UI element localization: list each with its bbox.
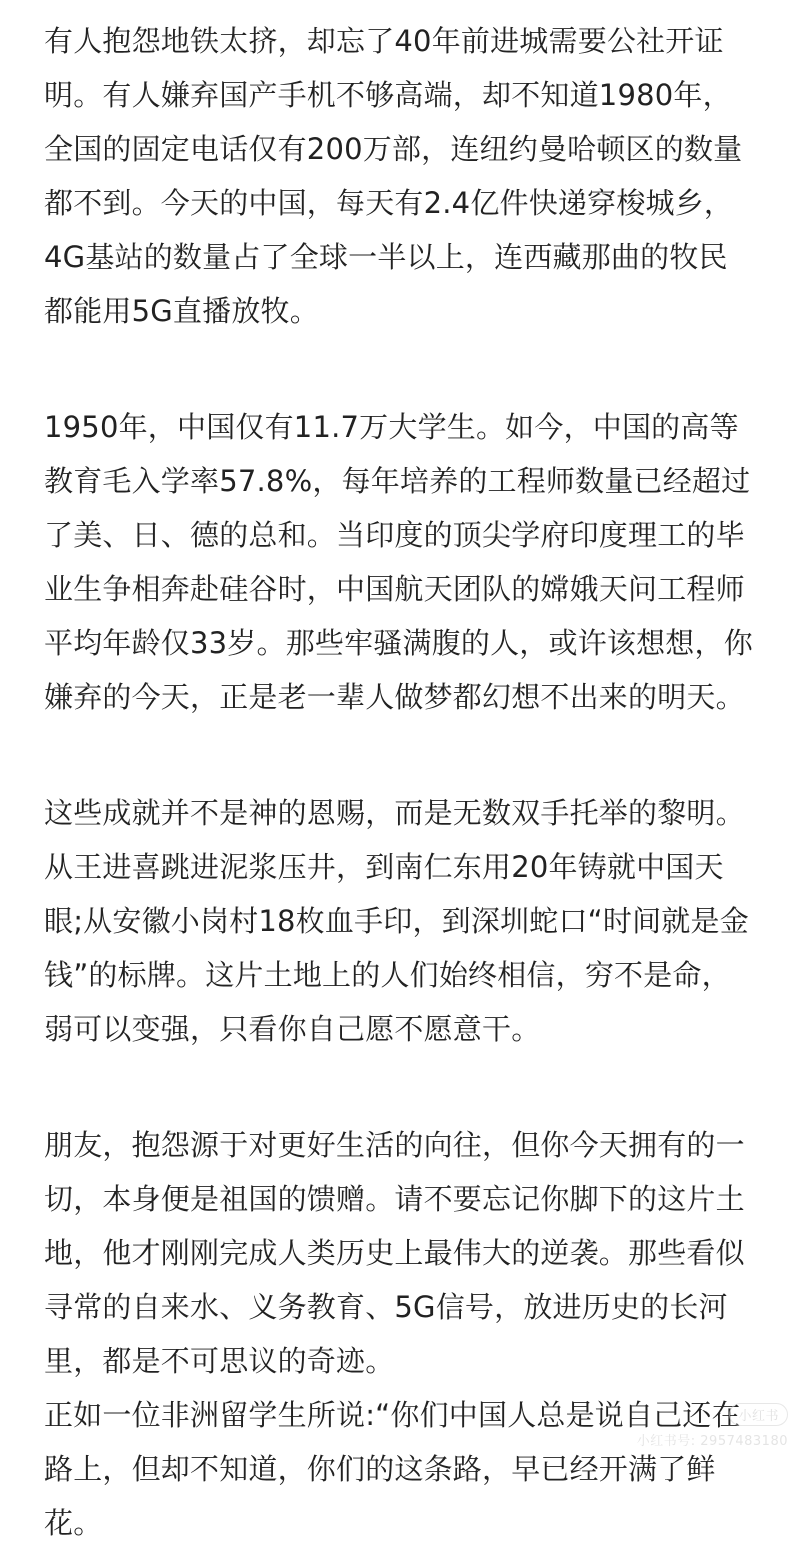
paragraph-line: 有人抱怨地铁太挤，却忘了40年前进城需要公社开证 xyxy=(44,24,724,58)
paragraph-line: 教育毛入学率57.8%，每年培养的工程师数量已经超过 xyxy=(44,464,751,498)
paragraph-line: 从王进喜跳进泥浆压井，到南仁东用20年铸就中国天 xyxy=(44,850,724,884)
paragraph-3 xyxy=(44,786,764,1056)
paragraph-line: 平均年龄仅33岁。那些牢骚满腹的人，或许该想想，你 xyxy=(44,626,753,660)
paragraph-line: 花。 xyxy=(44,1506,103,1540)
watermark-id: 小红书号: 2957483180 xyxy=(636,1434,788,1449)
paragraph-line: 里，都是不可思议的奇迹。 xyxy=(44,1344,395,1378)
paragraph-spacer xyxy=(44,338,764,400)
watermark xyxy=(637,1403,788,1449)
paragraph-line: 眼;从安徽小岗村18枚血手印，到深圳蛇口“时间就是金 xyxy=(44,904,749,938)
paragraph-line: 弱可以变强，只看你自己愿不愿意干。 xyxy=(44,1012,541,1046)
paragraph-line: 业生争相奔赴硅谷时，中国航天团队的嫦娥天问工程师 xyxy=(44,572,745,606)
paragraph-line: 都不到。今天的中国，每天有2.4亿件快递穿梭城乡， xyxy=(44,186,734,220)
paragraph-line: 路上，但却不知道，你们的这条路，早已经开满了鲜 xyxy=(44,1452,716,1486)
paragraph-line: 明。有人嫌弃国产手机不够高端，却不知道1980年， xyxy=(44,78,732,112)
paragraph-line: 全国的固定电话仅有200万部，连纽约曼哈顿区的数量 xyxy=(44,132,743,166)
paragraph-spacer xyxy=(44,724,764,786)
watermark-logo: 小红书 xyxy=(729,1403,788,1426)
paragraph-line: 正如一位非洲留学生所说:“你们中国人总是说自己还在 xyxy=(44,1398,741,1432)
paragraph-line: 了美、日、德的总和。当印度的顶尖学府印度理工的毕 xyxy=(44,518,745,552)
paragraph-line: 朋友，抱怨源于对更好生活的向往，但你今天拥有的一 xyxy=(44,1128,745,1162)
paragraph-2 xyxy=(44,400,764,724)
paragraph-line: 钱”的标牌。这片土地上的人们始终相信，穷不是命， xyxy=(44,958,731,992)
paragraph-line: 都能用5G直播放牧。 xyxy=(44,294,319,328)
paragraph-line: 1950年，中国仅有11.7万大学生。如今，中国的高等 xyxy=(44,410,739,444)
paragraph-line: 这些成就并不是神的恩赐，而是无数双手托举的黎明。 xyxy=(44,796,745,830)
paragraph-spacer xyxy=(44,1056,764,1118)
article-body xyxy=(44,14,764,1550)
paragraph-line: 地，他才刚刚完成人类历史上最伟大的逆袭。那些看似 xyxy=(44,1236,745,1270)
paragraph-line: 切，本身便是祖国的馈赠。请不要忘记你脚下的这片土 xyxy=(44,1182,745,1216)
paragraph-1 xyxy=(44,14,764,338)
paragraph-line: 寻常的自来水、义务教育、5G信号，放进历史的长河 xyxy=(44,1290,728,1324)
paragraph-4 xyxy=(44,1118,764,1550)
paragraph-line: 嫌弃的今天，正是老一辈人做梦都幻想不出来的明天。 xyxy=(44,680,745,714)
paragraph-line: 4G基站的数量占了全球一半以上，连西藏那曲的牧民 xyxy=(44,240,728,274)
